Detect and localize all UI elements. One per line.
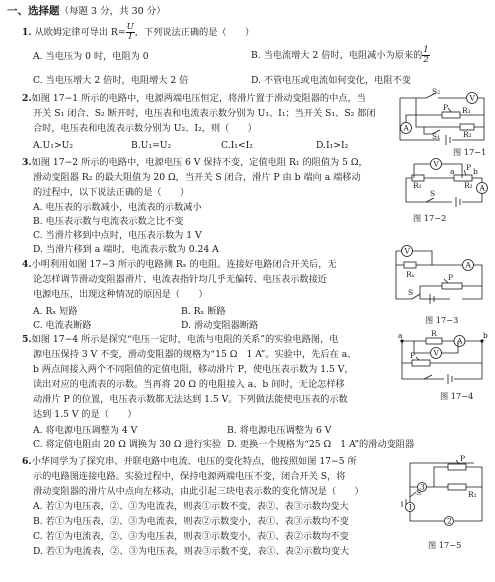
figure-17-4	[394, 329, 488, 389]
q1-option-d: D. 不管电压或电流如何变化，电阻不变	[251, 75, 411, 86]
slider-p-label: P	[410, 351, 416, 360]
figure-17-5-caption: 图 17−5	[428, 540, 462, 550]
switch-s-label: S	[430, 189, 436, 198]
terminal-a-label: a	[450, 167, 455, 176]
resistor-r1-label: R₁	[462, 106, 471, 115]
meter-3-label: 3	[420, 482, 425, 492]
q6-line-2: 示的电路图连接电路。实验过程中，保持电源两端电压不变，闭合开关 S，将	[33, 471, 346, 482]
q5-line-6: 达到 1.5 V 的是（ ）	[33, 409, 137, 420]
resistor-rx-label: Rₓ	[406, 270, 415, 279]
resistor-r2-label: R₂	[464, 181, 473, 190]
q5-option-b: B. 将电源电压调整为 6 V	[227, 425, 332, 436]
q6-option-c: C. 若①为电流表，②、③为电压表，则表③示数变小，表①、表②示数均不变	[33, 531, 349, 542]
q3-option-c: C. 当滑片移到中点时，电压表示数为 1 V	[33, 230, 202, 241]
voltmeter-label: V	[404, 246, 410, 256]
figure-17-3	[390, 243, 490, 313]
q2-option-d: D.I₁>I₂	[316, 140, 349, 151]
section-title: 一、选择题（每题 3 分，共 30 分）	[7, 5, 166, 17]
q6-number: 6.	[22, 456, 32, 467]
q2-line-1: 2.如图 17−1 所示的电路中，电源两端电压恒定，将滑片置于滑动变阻器的中点，当	[22, 93, 366, 104]
q1-number: 1.	[22, 27, 32, 38]
q3-line-1: 3.如图 17−2 所示的电路中，电源电压 6 V 保持不变，定值电阻 R₁ 的阻值为 5 Ω，	[22, 157, 368, 168]
q6-line-3: 滑动变阻器的滑片从中点向左移动，由此引起三块电表示数的变化情况是（ ）	[33, 486, 364, 497]
resistor-r1-label: R₁	[468, 490, 477, 499]
ammeter-label: A	[465, 260, 471, 270]
slider-p-label: P	[448, 273, 454, 282]
figure-17-5	[402, 454, 490, 531]
meter-1-label: 1	[408, 502, 413, 512]
terminal-a-label: a	[398, 331, 403, 340]
q5-option-d: D. 更换一个规格为“25 Ω 1 A”的滑动变阻器	[227, 439, 415, 450]
voltmeter-label: V	[433, 348, 439, 358]
q5-line-5: 动滑片 P 的位置，电压表示数都无法达到 1.5 V。下列做法能使电压表的示数	[33, 394, 348, 405]
circuit-17-3	[390, 243, 490, 313]
q1-option-b: B. 当电流增大 2 倍时，电阻减小为原来的 $\frac{1}{2}$	[251, 45, 429, 65]
ammeter-label: A	[479, 183, 485, 193]
q1-fraction: $\frac{U}{I}$	[126, 22, 134, 42]
switch-s1-label: S₁	[432, 132, 441, 141]
slider-p-label: P	[443, 103, 449, 112]
switch-s2-label: S₂	[432, 87, 441, 96]
figure-17-1-caption: 图 17−1	[453, 147, 487, 157]
q4-line-2: 论怎样调节滑动变阻器滑片，电流表指针均几乎无偏转、电压表示数接近	[33, 274, 327, 285]
q3-line-3: 的过程中，以下说法正确的是（ ）	[33, 187, 190, 198]
figure-17-1	[396, 87, 488, 146]
q1-option-a: A. 当电压为 0 时，电阻为 0	[33, 51, 149, 62]
q5-option-c: C. 将定值电阻由 20 Ω 调换为 30 Ω 进行实验	[33, 439, 222, 450]
figure-17-2	[402, 158, 490, 208]
q5-line-1: 5.如图 17−4 所示是探究“电压一定时，电流与电阻的关系”的实验电路图，电	[22, 334, 339, 345]
q6-option-d: D. 若①为电流表，②、③为电压表，则表③示数不变，表①、表②示数均变大	[33, 546, 350, 557]
slider-p-label: P	[460, 454, 466, 463]
q4-line-3: 电源电压，出现这种情况的原因是（ ）	[33, 289, 208, 300]
q5-option-a: A. 将电源电压调整为 4 V	[33, 425, 138, 436]
q5-number: 5.	[22, 334, 32, 345]
q6-option-b: B. 若①为电压表，②、③为电流表，则表②示数变小，表①、表③示数均不变	[33, 516, 349, 527]
switch-s-label: S	[416, 488, 422, 497]
q1-option-c: C. 当电压增大 2 倍时，电阻增大 2 倍	[33, 75, 189, 86]
meter-2-label: 2	[447, 516, 452, 526]
slider-p-label: P	[466, 163, 472, 172]
q4-option-a: A. Rₓ 短路	[33, 306, 78, 317]
q3-option-b: B. 电压表示数与电流表示数之比不变	[33, 216, 184, 227]
ammeter-label: A	[403, 123, 409, 133]
voltmeter-label: V	[433, 159, 439, 169]
q2-number: 2.	[22, 93, 32, 104]
q3-option-a: A. 电压表的示数减小，电流表的示数减小	[33, 202, 202, 213]
q2-line-3: 合时，电压表和电流表示数分别为 U₂、I₂，则（ ）	[33, 123, 257, 134]
circuit-17-1	[396, 87, 488, 146]
resistor-r2-label: R₂	[463, 130, 472, 139]
q1-option-b-fraction: $\frac{1}{2}$	[423, 45, 429, 65]
q3-line-2: 滑动变阻器 R₂ 的最大阻值为 20 Ω，当开关 S 闭合，滑片 P 由 b 端向 a 端移动	[33, 172, 361, 183]
section-note: （每题 3 分，共 30 分）	[59, 6, 166, 17]
q2-option-a: A.U₁>U₂	[33, 140, 74, 151]
terminal-b-label: b	[473, 167, 478, 176]
figure-17-3-caption: 图 17−3	[425, 315, 459, 325]
switch-s-label: S	[408, 288, 414, 297]
q5-line-3: b 两点间接入两个不同阻值的定值电阻，移动滑片 P，使电压表示数为 1.5 V，	[33, 364, 354, 375]
q5-line-2: 源电压保持 3 V 不变，滑动变阻器的规格为“15 Ω 1 A”。实验中，先后在 a、	[33, 349, 357, 360]
circuit-17-4	[394, 329, 488, 389]
voltmeter-label: V	[469, 93, 475, 103]
q4-option-b: B. Rₓ 断路	[181, 306, 226, 317]
q2-option-b: B.U₁=U₂	[131, 140, 172, 151]
terminal-b-label: b	[483, 331, 488, 340]
q6-line-1: 6.小华同学为了探究串、并联电路中电流、电压的变化特点，他按照如图 17−5 所	[22, 456, 357, 467]
q5-line-4: 读出对应的电流表的示数。当再将 20 Ω 的电阻接入 a、b 间时，无论怎样移	[33, 379, 345, 390]
q2-line-2: 开关 S₁ 闭合、S₂ 断开时，电压表和电流表示数分别为 U₁、I₁；当开关 S₁、S₂ 都闭	[33, 108, 376, 119]
q4-option-d: D. 滑动变阻器断路	[181, 320, 259, 331]
q4-number: 4.	[22, 259, 32, 270]
q3-option-d: D. 当滑片移到 a 端时，电流表示数为 0.24 A	[33, 244, 219, 255]
ammeter-label: A	[457, 336, 463, 346]
figure-17-4-caption: 图 17−4	[440, 391, 474, 401]
figure-17-2-caption: 图 17−2	[413, 213, 447, 223]
circuit-17-2	[402, 158, 490, 208]
q2-option-c: C.I₁<I₂	[221, 140, 253, 151]
q4-option-c: C. 电流表断路	[33, 320, 92, 331]
q6-option-a: A. 若①为电压表，②、③为电流表，则表①示数不变，表②、表③示数均变大	[33, 501, 349, 512]
q3-number: 3.	[22, 157, 32, 168]
resistor-r1-label: R₁	[413, 181, 422, 190]
q1-stem: 1. 从欧姆定律可导出 R= $\frac{U}{I}$ ，下列说法正确的是（ ）	[22, 22, 255, 42]
q4-line-1: 4.小明利用如图 17−3 所示的电路测 Rₓ 的电阻。连接好电路闭合开关后，无	[22, 259, 337, 270]
circuit-17-5	[402, 454, 490, 531]
resistor-r-label: R	[431, 329, 437, 338]
